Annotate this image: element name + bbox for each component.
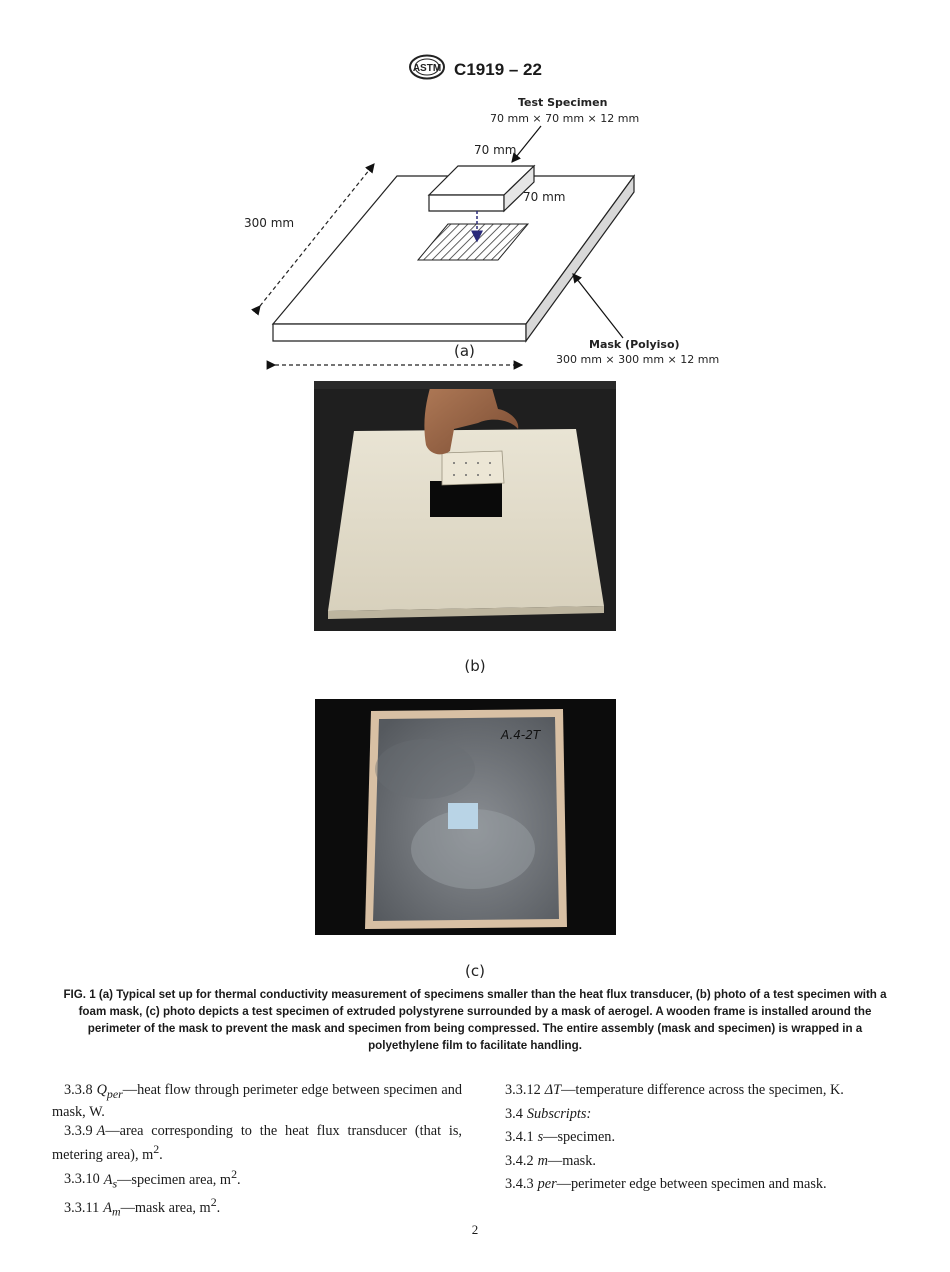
mask-leader <box>573 274 623 338</box>
figure-b-label: (b) <box>464 657 486 675</box>
para-number: 3.3.9 <box>64 1122 93 1139</box>
para-number: 3.4.1 <box>505 1129 534 1145</box>
para-number: 3.3.12 <box>505 1082 541 1098</box>
period: . <box>216 1199 221 1216</box>
left-column <box>52 1081 462 1221</box>
photo-c-aerogel-mask <box>315 699 616 935</box>
para-3-4-1 <box>505 1128 905 1147</box>
figure-a-label: (a) <box>454 342 475 360</box>
handwritten-label: A.4-2T <box>501 728 541 742</box>
symbol: m <box>537 1152 548 1169</box>
astm-logo <box>408 54 446 85</box>
definition-text: —perimeter edge between specimen and mask. <box>556 1176 827 1192</box>
para-3-3-10 <box>52 1165 462 1193</box>
para-3-4-2 <box>505 1152 905 1171</box>
definition-text: —specimen area, m <box>117 1171 232 1188</box>
symbol: ΔT <box>544 1082 562 1098</box>
para-3-3-8 <box>52 1081 462 1122</box>
mask-title: Mask (Polyiso) <box>589 338 680 351</box>
para-3-4-3 <box>505 1175 905 1194</box>
page-header <box>0 54 950 85</box>
mask-dims: 300 mm × 300 mm × 12 mm <box>556 353 720 366</box>
para-3-3-11 <box>52 1193 462 1221</box>
figure-a-schematic <box>230 88 730 378</box>
page-number: 2 <box>471 1222 479 1237</box>
definition-text: —mask area, m <box>120 1199 211 1216</box>
period: . <box>237 1171 241 1188</box>
test-specimen-title: Test Specimen <box>518 96 608 109</box>
right-column <box>505 1081 905 1199</box>
para-number: 3.3.8 <box>64 1082 93 1098</box>
para-3-3-12 <box>505 1081 905 1100</box>
subscript: s <box>112 1176 118 1191</box>
subscript: per <box>106 1086 123 1101</box>
symbol: A <box>96 1122 106 1139</box>
dim-top-label: 70 mm <box>474 143 517 157</box>
symbol: s <box>537 1129 544 1145</box>
definition-text: —temperature difference across the specimen, K. <box>561 1082 844 1098</box>
dim-left-label: 300 mm <box>244 216 295 230</box>
para-number: 3.3.10 <box>64 1171 100 1188</box>
symbol: per <box>537 1176 557 1192</box>
symbol: A <box>103 1171 113 1188</box>
specimen-front <box>429 195 504 211</box>
definition-text: —heat flow through perimeter edge between specimen and mask, W. <box>52 1082 462 1121</box>
photo-b-foam-mask <box>314 381 616 631</box>
logo-text: ASTM <box>412 63 442 74</box>
test-specimen-dims: 70 mm × 70 mm × 12 mm <box>490 112 640 125</box>
para-number: 3.4.2 <box>505 1152 534 1169</box>
subscript: m <box>111 1204 121 1219</box>
para-3-4 <box>505 1105 905 1124</box>
standard-designation: C1919 – 22 <box>454 59 542 79</box>
mask-front-face <box>273 324 526 341</box>
para-number: 3.4 <box>505 1105 523 1122</box>
superscript: 2 <box>231 1166 238 1181</box>
superscript: 2 <box>153 1142 160 1157</box>
figure-c-label: (c) <box>465 962 485 980</box>
para-number: 3.4.3 <box>505 1176 534 1192</box>
superscript: 2 <box>210 1194 217 1209</box>
para-3-3-9 <box>52 1122 462 1165</box>
period: . <box>159 1147 163 1164</box>
dim-side-label: 70 mm <box>523 190 566 204</box>
symbol: Q <box>96 1082 107 1098</box>
para-number: 3.3.11 <box>64 1199 100 1216</box>
figure-caption: FIG. 1 (a) Typical set up for thermal conductivity measurement of specimens smaller than the heat flux transducer, (b) photo of a test specimen with a foam mask, (c) photo depicts a test specimen of extruded polystyrene surrounded by a mask of aerogel. A wooden frame is installed around the perimeter of the mask to prevent the mask and specimen from being compressed. The entire assembly (mask and specimen) is wrapped in a polyethylene film to facilitate handling. <box>63 988 887 1052</box>
section-title: Subscripts: <box>526 1105 592 1122</box>
definition-text: —specimen. <box>543 1129 616 1145</box>
definition-text: —area corresponding to the heat flux transducer (that is, metering area), m <box>52 1122 462 1164</box>
definition-text: —mask. <box>547 1152 596 1169</box>
symbol: A <box>103 1199 112 1216</box>
